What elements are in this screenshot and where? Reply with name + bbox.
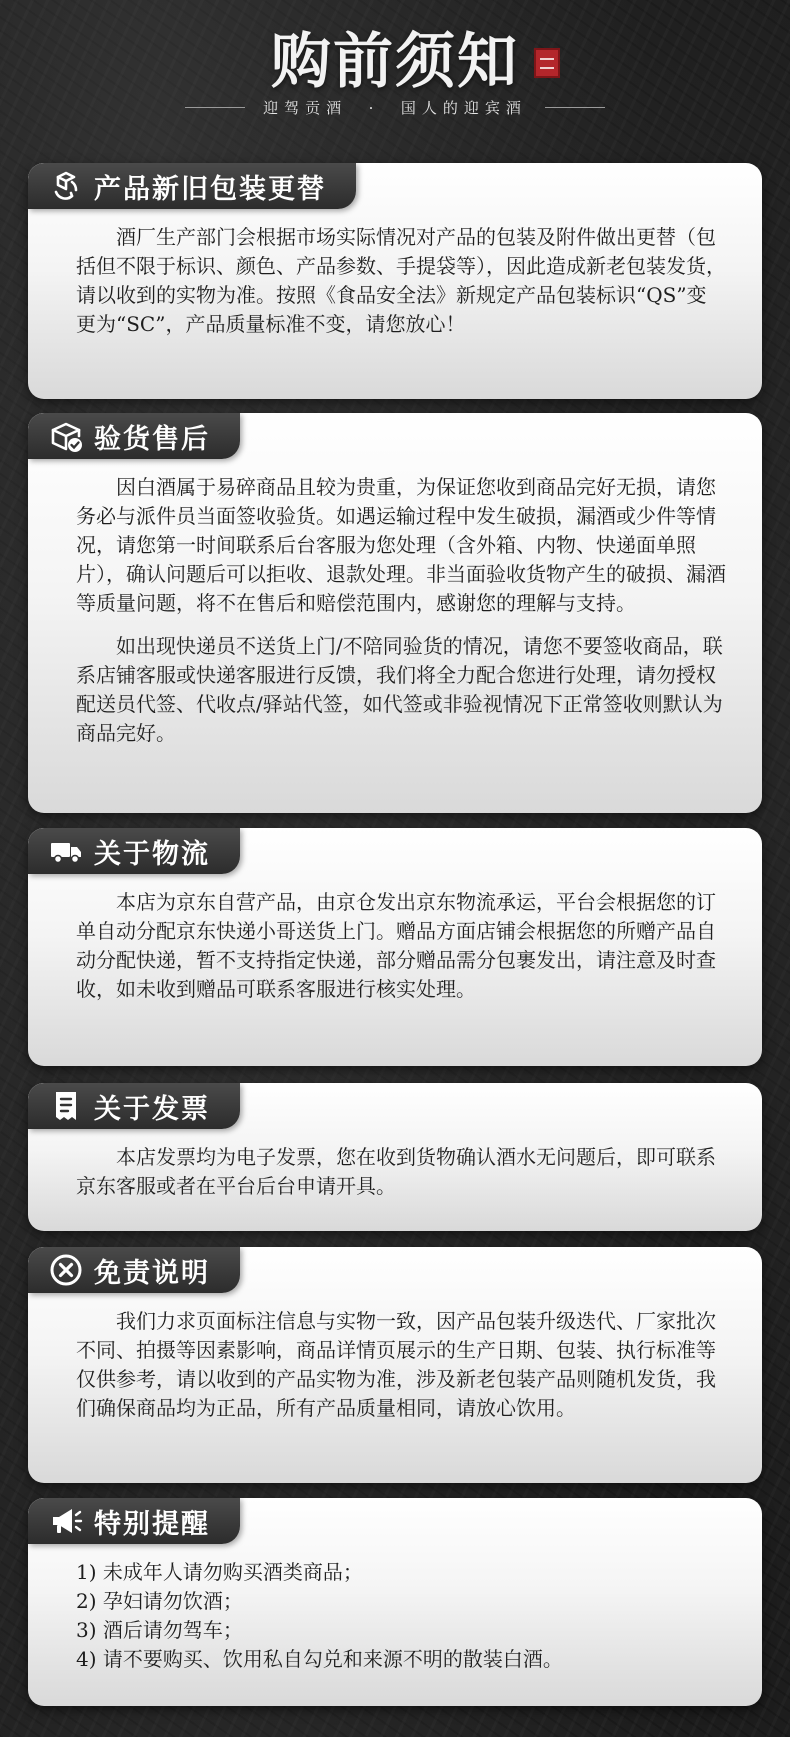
- page-subtitle: 迎驾贡酒 · 国人的迎宾酒: [263, 98, 527, 117]
- section-title: 关于物流: [94, 838, 210, 870]
- divider-left: [185, 107, 245, 108]
- section-title: 免责说明: [94, 1257, 210, 1289]
- section-invoice: [28, 1083, 762, 1231]
- divider-right: [545, 107, 605, 108]
- megaphone-icon: [48, 1503, 84, 1539]
- invoice-icon: [48, 1088, 84, 1124]
- circle-x-icon: [48, 1252, 84, 1288]
- section-paragraph: 如出现快递员不送货上门/不陪同验货的情况，请您不要签收商品，联系店铺客服或快递客服进行反馈，我们将全力配合您进行处理，请勿授权配送员代签、代收点/驿站代签，如代签或非验视情况下正常签收则默认为商品完好。: [76, 634, 723, 745]
- list-item: 4) 请不要购买、饮用私自勾兑和来源不明的散装白酒。: [76, 1647, 563, 1671]
- section-tab: [28, 163, 356, 209]
- list-item: 1) 未成年人请勿购买酒类商品；: [76, 1560, 363, 1584]
- section-logistics: [28, 828, 762, 1066]
- section-tab: [28, 828, 240, 874]
- box-check-icon: [48, 418, 84, 454]
- section-paragraph: 因白酒属于易碎商品且较为贵重，为保证您收到商品完好无损，请您务必与派件员当面签收验货。如遇运输过程中发生破损，漏酒或少件等情况，请您第一时间联系后台客服为您处理（含外箱、内物、快递面单照片），确认问题后可以拒收、退款处理。非当面验收货物产生的破损、漏酒等质量问题，将不在售后和赔偿范围内，感谢您的理解与支持。: [76, 475, 726, 615]
- section-paragraph: 本店为京东自营产品，由京仓发出京东物流承运，平台会根据您的订单自动分配京东快递小哥送货上门。赠品方面店铺会根据您的所赠产品自动分配快递，暂不支持指定快递，部分赠品需分包裹发出，请注意及时查收，如未收到赠品可联系客服进行核实处理。: [76, 890, 716, 1001]
- section-reminder: [28, 1498, 762, 1706]
- list-item: 2) 孕妇请勿饮酒；: [76, 1589, 243, 1613]
- section-body: [76, 473, 726, 748]
- section-body: [76, 1307, 726, 1423]
- package-swap-icon: [48, 168, 84, 204]
- subtitle-row: [0, 95, 790, 119]
- section-tab: [28, 413, 240, 459]
- section-body: [76, 1558, 726, 1674]
- section-body: [76, 223, 726, 339]
- list-item: 3) 酒后请勿驾车；: [76, 1618, 243, 1642]
- section-tab: [28, 1498, 240, 1544]
- section-title: 验货售后: [94, 423, 210, 455]
- section-title: 关于发票: [94, 1093, 210, 1125]
- section-tab: [28, 1247, 240, 1293]
- delivery-truck-icon: [48, 833, 84, 869]
- section-paragraph: 我们力求页面标注信息与实物一致，因产品包装升级迭代、厂家批次不同、拍摄等因素影响，商品详情页展示的生产日期、包装、执行标准等仅供参考，请以收到的产品实物为准，涉及新老包装产品则随机发货，我们确保商品均为正品，所有产品质量相同，请放心饮用。: [76, 1309, 716, 1420]
- section-disclaimer: [28, 1247, 762, 1483]
- section-paragraph: 本店发票均为电子发票，您在收到货物确认酒水无问题后，即可联系京东客服或者在平台后台申请开具。: [76, 1145, 716, 1198]
- section-body: [76, 888, 726, 1004]
- red-seal-icon: [534, 48, 560, 78]
- section-tab: [28, 1083, 240, 1129]
- section-title: 特别提醒: [94, 1508, 210, 1540]
- section-title: 产品新旧包装更替: [94, 173, 326, 205]
- section-body: [76, 1143, 726, 1201]
- section-inspection: [28, 413, 762, 813]
- reminder-list: [76, 1558, 726, 1674]
- section-paragraph: 酒厂生产部门会根据市场实际情况对产品的包装及附件做出更替（包括但不限于标识、颜色、产品参数、手提袋等），因此造成新老包装发货，请以收到的实物为准。按照《食品安全法》新规定产品包装标识“QS”变更为“SC”，产品质量标准不变，请您放心！: [76, 225, 726, 336]
- page-title: 购前须知: [271, 27, 519, 97]
- section-packaging: [28, 163, 762, 399]
- page-header: [0, 0, 790, 150]
